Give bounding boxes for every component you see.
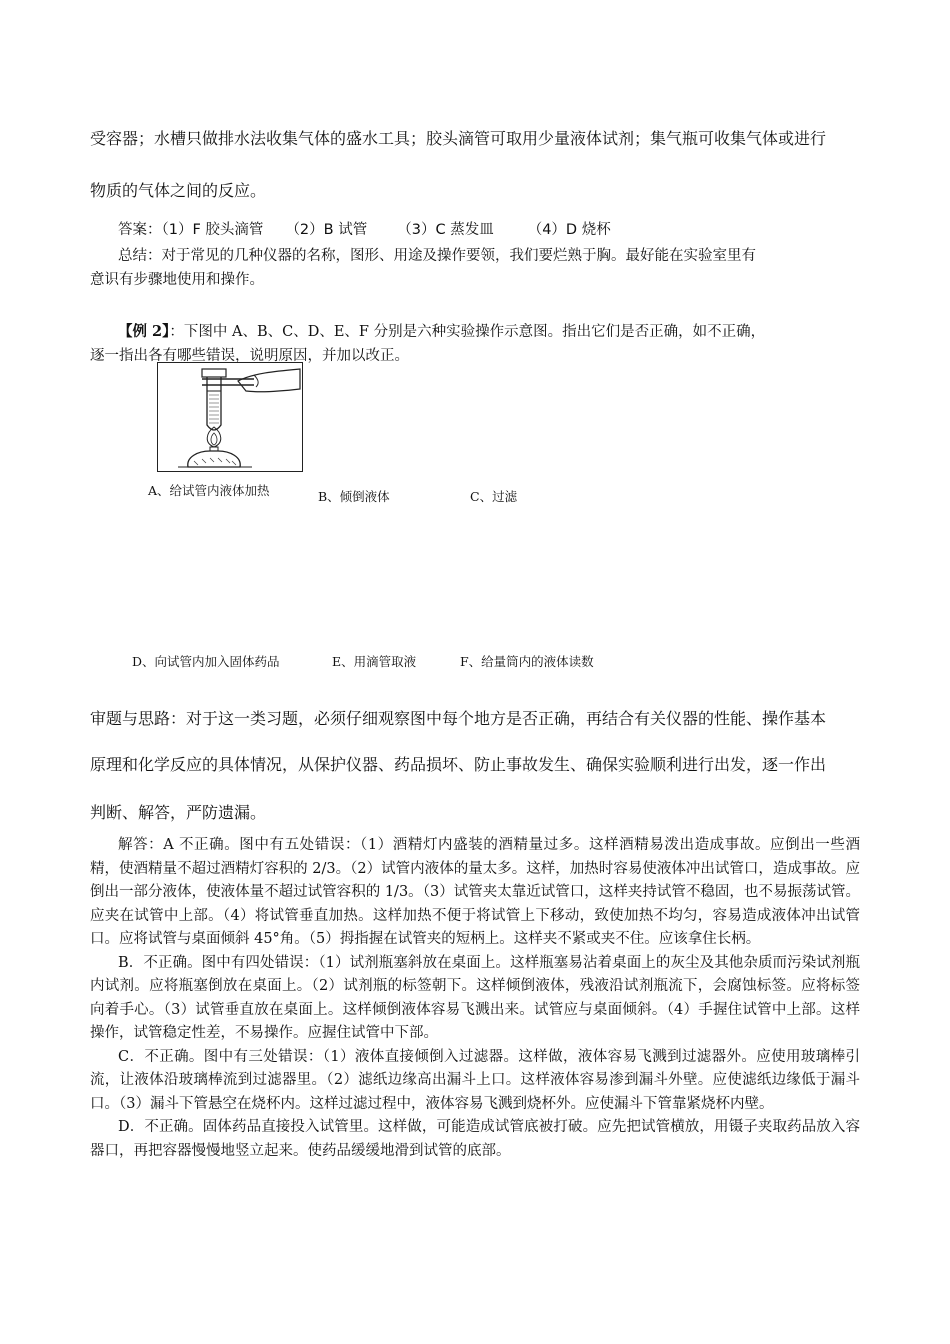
caption-a: A、给试管内液体加热 xyxy=(148,483,270,498)
caption-e: E、用滴管取液 xyxy=(332,654,417,669)
answer-item-1: （1）F 胶头滴管 xyxy=(161,222,264,238)
analysis-label: 审题与思路： xyxy=(90,709,187,728)
intro-line-1: 受容器；水槽只做排水法收集气体的盛水工具；胶头滴管可取用少量液体试剂；集气瓶可收集气体或进行 xyxy=(90,129,827,148)
caption-f: F、给量筒内的液体读数 xyxy=(460,654,594,669)
answer-label: 答案： xyxy=(118,222,162,238)
analysis-text: 对于这一类习题，必须仔细观察图中每个地方是否正确，再结合有关仪器的性能、操作基本 xyxy=(186,709,827,728)
answer-item-2: （2）B 试管 xyxy=(285,222,368,238)
analysis-line-2: 原理和化学反应的具体情况，从保护仪器、药品损坏、防止事故发生、确保实验顺利进行出发，逐一作出 xyxy=(90,755,827,774)
example2-text: ：下图中 A、B、C、D、E、F 分别是六种实验操作示意图。指出它们是否正确，如不正确， xyxy=(169,324,766,340)
solution-block xyxy=(90,834,860,1163)
caption-d: D、向试管内加入固体药品 xyxy=(132,654,280,669)
answer-item-4: （4）D 烧杯 xyxy=(527,222,611,238)
solution-b: B．不正确。图中有四处错误：（1）试剂瓶塞斜放在桌面上。这样瓶塞易沾着桌面上的灰尘及其他杂质而污染试剂瓶内试剂。应将瓶塞倒放在桌面上。（2）试剂瓶的标签朝下。这样倾倒液体，残液沿试剂瓶流下，会腐蚀标签。应将标签向着手心。（3）试管垂直放在桌面上。这样倾倒液体容易飞溅出来。试管应与桌面倾斜。（4）手握住试管中上部。这样操作，试管稳定性差，不易操作。应握住试管中下部。 xyxy=(90,954,860,1041)
solution-c: C．不正确。图中有三处错误：（1）液体直接倾倒入过滤器。这样做，液体容易飞溅到过滤器外。应使用玻璃棒引流，让液体沿玻璃棒流到过滤器里。（2）滤纸边缘高出漏斗上口。这样液体容易渗到漏斗外壁。应使滤纸边缘低于漏斗口。（3）漏斗下管悬空在烧杯内。这样过滤过程中，液体容易飞溅到烧杯外。应使漏斗下管靠紧烧杯内壁。 xyxy=(90,1048,860,1112)
example2-line-1 xyxy=(118,320,765,341)
figure-a-heating xyxy=(157,362,303,472)
solution-a: 解答：A 不正确。图中有五处错误：（1）酒精灯内盛装的酒精量过多。这样酒精易泼出造成事故。应倒出一些酒精，使酒精量不超过酒精灯容积的 2/3。（2）试管内液体的量太多。这样，加热时容易使液体冲出试管口，造成事故。应倒出一部分液体，使液体量不超过试管容积的 1/3。（3）试管夹太靠近试管口，这样夹持试管不稳固，也不易振荡试管。应夹在试管中上部。（4）将试管垂直加热。这样加热不便于将试管上下移动，致使加热不均匀，容易造成液体冲出试管口。应将试管与桌面倾斜 45°角。（5）拇指握在试管夹的短柄上。这样夹不紧或夹不住。应该拿住长柄。 xyxy=(90,837,860,947)
caption-b: B、倾倒液体 xyxy=(318,489,390,504)
analysis-line-1 xyxy=(90,706,826,729)
caption-c: C、过滤 xyxy=(470,489,518,504)
summary-line-1: 总结：对于常见的几种仪器的名称，图形、用途及操作要领，我们要烂熟于胸。最好能在实验室里有 xyxy=(118,248,756,264)
analysis-line-3: 判断、解答，严防遗漏。 xyxy=(90,803,267,822)
answer-line xyxy=(118,218,611,239)
answer-item-3: （3）C 蒸发皿 xyxy=(397,222,494,238)
heating-apparatus-illustration xyxy=(158,363,302,471)
example2-tag: 【例 2】 xyxy=(118,323,170,340)
summary-line-2: 意识有步骤地使用和操作。 xyxy=(90,272,264,288)
intro-line-2: 物质的气体之间的反应。 xyxy=(90,181,267,200)
example2-line-2: 逐一指出各有哪些错误，说明原因，并加以改正。 xyxy=(90,348,409,364)
solution-d: D．不正确。固体药品直接投入试管里。这样做，可能造成试管底被打破。应先把试管横放，用镊子夹取药品放入容器口，再把容器慢慢地竖立起来。使药品缓缓地滑到试管的底部。 xyxy=(90,1119,860,1159)
